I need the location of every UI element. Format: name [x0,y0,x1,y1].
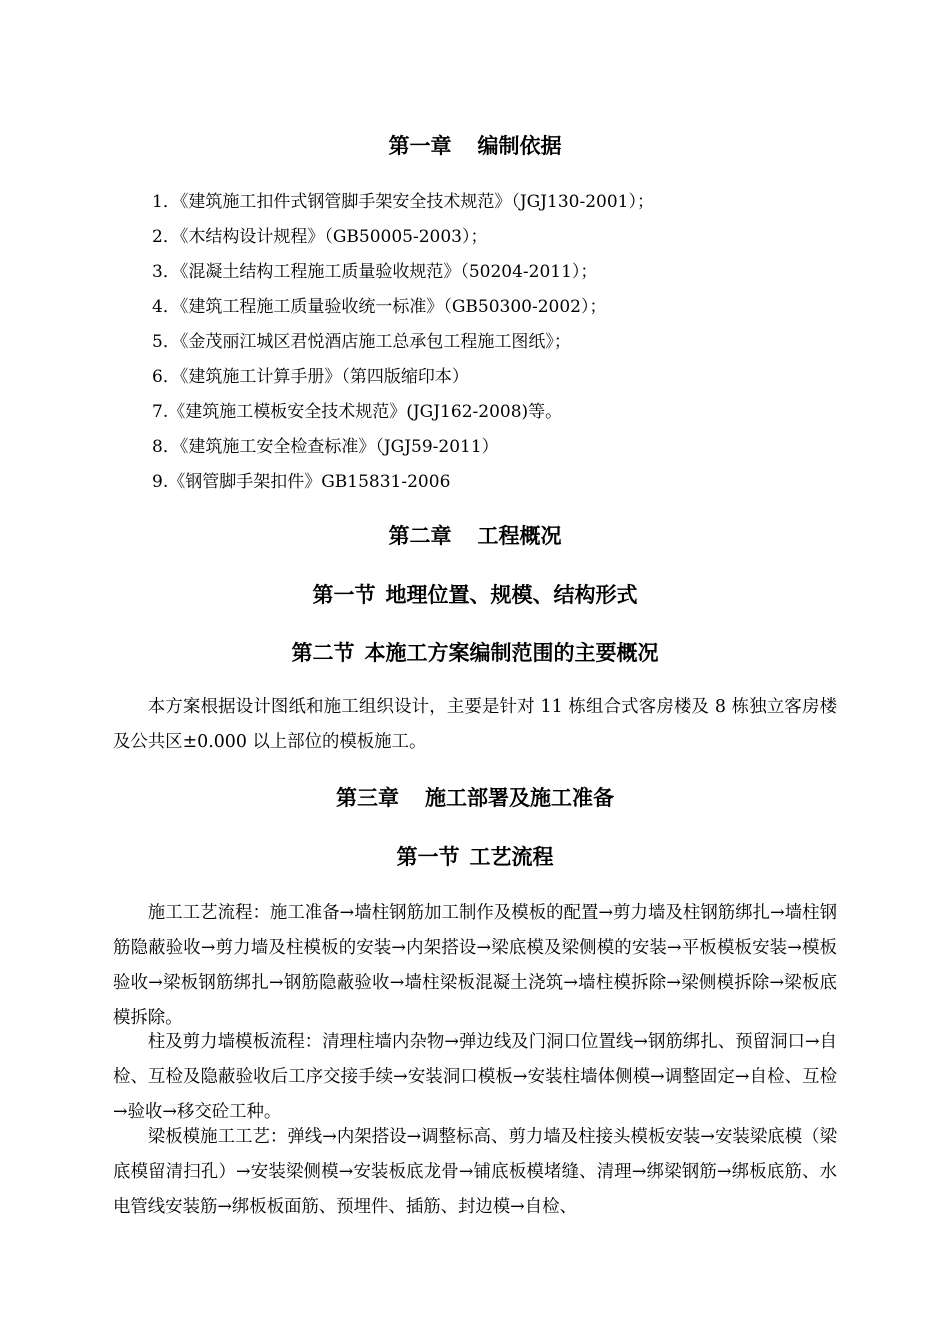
process-flow-paragraph: 施工工艺流程：施工准备→墙柱钢筋加工制作及模板的配置→剪力墙及柱钢筋绑扎→墙柱钢筋隐蔽验收→剪力墙及柱模板的安装→内架搭设→梁底模及梁侧模的安装→平板模板安装→模板验收→梁板钢筋绑扎→钢筋隐蔽验收→墙柱梁板混凝土浇筑→墙柱模拆除→梁侧模拆除→梁板底模拆除。 [113,903,837,1028]
column-wall-formwork-paragraph: 柱及剪力墙模板流程：清理柱墙内杂物→弹边线及门洞口位置线→钢筋绑扎、预留洞口→自检、互检及隐蔽验收后工序交接手续→安装洞口模板→安装柱墙体侧模→调整固定→自检、互检→验收→移交砼工种。 [113,1032,837,1122]
reference-item-8: 8．《建筑施工安全检查标准》（JGJ59-2011） [152,437,499,457]
chapter2-heading [0,522,950,550]
chapter1-title: 编制依据 [477,133,562,158]
chapter2-section2-title: 本施工方案编制范围的主要概况 [364,640,659,665]
chapter1-heading [0,132,950,160]
reference-item-4: 4．《建筑工程施工质量验收统一标准》（GB50300-2002）； [152,297,607,317]
chapter2-section1-title: 地理位置、规模、结构形式 [385,582,638,607]
reference-item-5: 5．《金茂丽江城区君悦酒店施工总承包工程施工图纸》； [152,332,571,352]
chapter2-number: 第二章 [388,523,452,548]
reference-item-3: 3．《混凝土结构工程施工质量验收规范》（50204-2011）； [152,262,598,282]
chapter2-section2-number: 第二节 [291,640,355,665]
chapter2-section1-heading [0,581,950,609]
reference-item-2: 2．《木结构设计规程》（GB50005-2003）； [152,227,488,247]
chapter3-section1-number: 第一节 [396,844,460,869]
chapter3-section1-title: 工艺流程 [469,844,554,869]
chapter3-title: 施工部署及施工准备 [425,785,614,810]
chapter3-section1-heading [0,843,950,871]
chapter1-number: 第一章 [388,133,452,158]
reference-item-7: 7.《建筑施工模板安全技术规范》(JGJ162-2008)等。 [152,402,563,422]
chapter2-section1-number: 第一节 [312,582,376,607]
reference-item-9: 9.《钢管脚手架扣件》GB15831-2006 [152,472,451,492]
chapter3-number: 第三章 [336,785,399,810]
chapter3-heading [0,784,950,812]
chapter2-title: 工程概况 [477,523,562,548]
reference-item-6: 6．《建筑施工计算手册》（第四版缩印本） [152,367,469,387]
scope-paragraph: 本方案根据设计图纸和施工组织设计，主要是针对 11 栋组合式客房楼及 8 栋独立客房楼及公共区±0.000 以上部位的模板施工。 [113,697,837,752]
beam-slab-formwork-paragraph: 梁板模施工工艺：弹线→内架搭设→调整标高、剪力墙及柱接头模板安装→安装梁底模（梁底模留清扫孔）→安装梁侧模→安装板底龙骨→铺底板模堵缝、清理→绑梁钢筋→绑板底筋、水电管线安装筋→绑板板面筋、预埋件、插筋、封边模→自检、 [113,1127,837,1217]
chapter2-section2-heading [0,639,950,667]
reference-item-1: 1．《建筑施工扣件式钢管脚手架安全技术规范》（JGJ130-2001）； [152,192,654,212]
